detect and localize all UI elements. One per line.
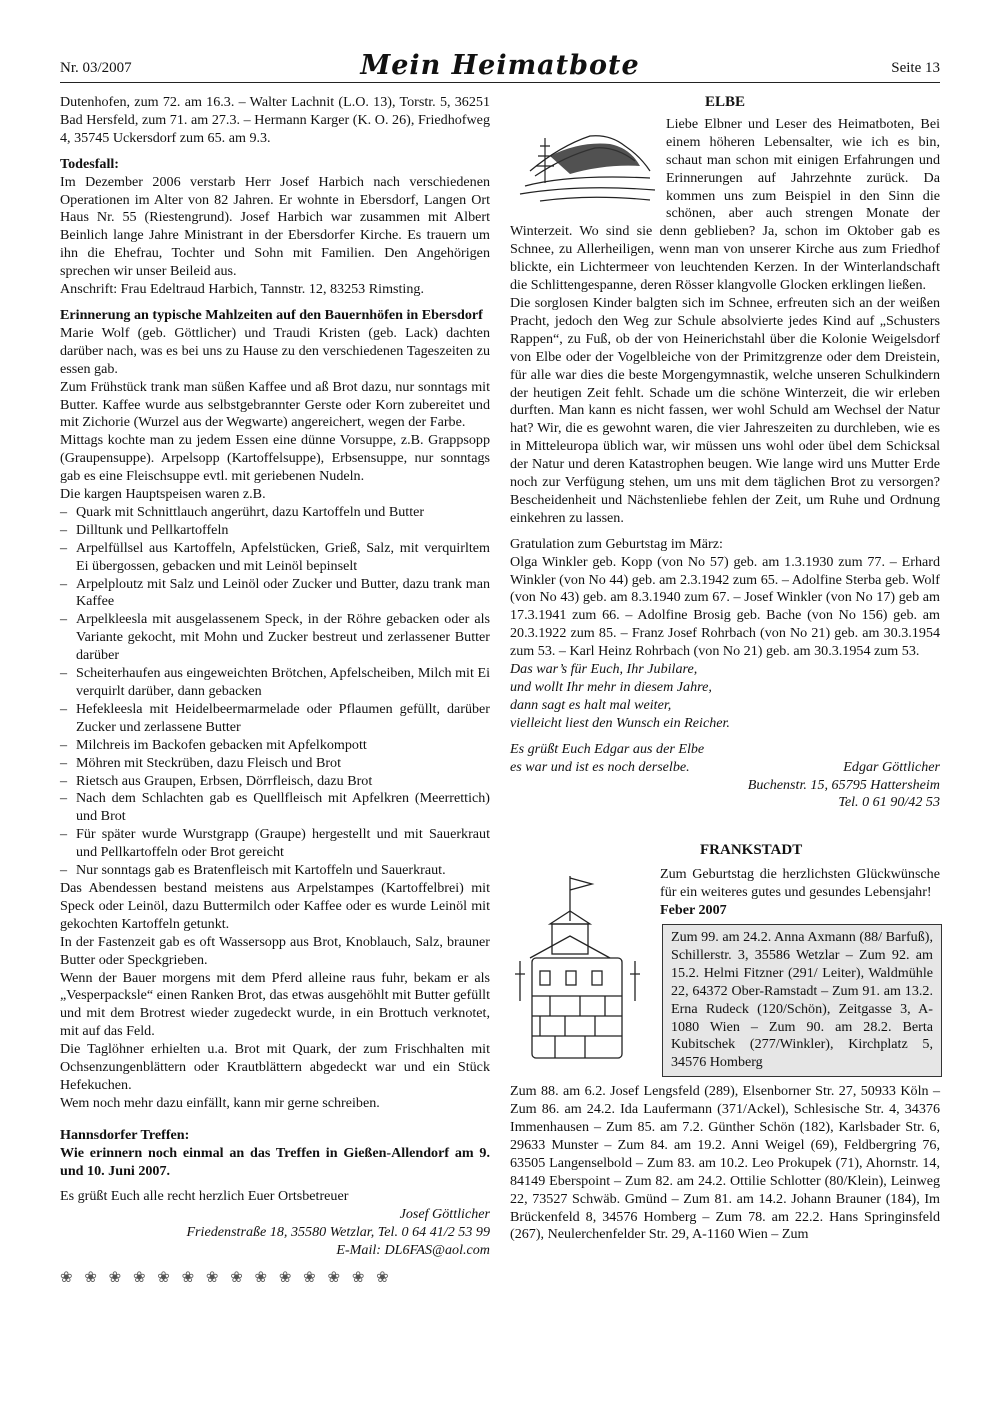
closing-line-1: Es grüßt Euch Edgar aus der Elbe <box>510 740 705 757</box>
meeting-title: Hannsdorfer Treffen: <box>60 1126 190 1143</box>
meals-p3: Mittags kochte man zu jedem Essen eine dünne Vorsuppe, z.B. Grappsopp (Graupensuppe). Arpelsopp (Kartoffelsuppe), Erbsensuppe, nur sonntags gab es eine Fleischsuppe evtl. mit geriebenen Nudeln. <box>60 432 490 485</box>
highlighted-birthdays-box <box>662 924 942 1077</box>
meals-p1: Marie Wolf (geb. Göttlicher) und Traudi Kristen (geb. Lack) dachten darüber nach, was es bei uns zu Hause zu den verschiedenen Tageszeiten zu essen gab. <box>60 324 490 377</box>
frankstadt-birthdays-rest: Zum 88. am 6.2. Josef Lengsfeld (289), Elsenborner Str. 27, 50933 Köln – Zum 86. am 24.2. Ida Laufermann (371/Ackel), Schlesische Str. 4, 34376 Immenhausen – Zum 85. am 7.2. Günther Schön (182), Karlsbader Str. 6, 29633 Munster – Zum 84. am 19.2. Anni Weigel (69), Feldbergring 76, 63505 Langenselbold – Zum 83. am 10.2. Leo Prokupek (71), Ahornstr. 14, 84149 Eberspoint – Zum 82. am 24.2. Ottilie Schlotter (80/Klein), Leinweg 22, 73527 Schwäb. Gmünd – Zum 81. am 14.2. Johann Brauner (184), Im Brückenfeld 8, 34576 Homberg – Zum 78. am 22.2. Hans Springinsfeld (267), Neulerchenfelder Str. 29, A-1160 Wien – Zum <box>510 1083 940 1243</box>
list-item: – Nach dem Schlachten gab es Quellfleisch mit Apfelkren (Meerrettich) und Brot <box>60 790 490 826</box>
poem-line: und wollt Ihr mehr in diesem Jahre, <box>510 679 712 695</box>
meals-p6: In der Fastenzeit gab es oft Wassersopp aus Brot, Knoblauch, Salz, brauner Butter oder Speckgrieben. <box>60 933 490 968</box>
closing-line-2: es war und ist es noch derselbe. <box>510 758 690 775</box>
signature-address: Friedenstraße 18, 35580 Wetzlar, Tel. 0 64 41/2 53 99 <box>186 1224 490 1241</box>
death-notice-text: Im Dezember 2006 verstarb Herr Josef Harbich nach verschiedenen Operationen im Alter von 82 Jahren. Er wohnte in Ebersdorf, Langen Ort Haus Nr. 55 (Riestengrund). Josef Harbich war zusammen mit Albert Beinlich lange Jahre Ministrant in der Ebersdorfer Kirche. Es trauern um ihn die Ehefrau, Tochter und Sohn mit Familien. Den Angehörigen sprechen wir unser Beileid aus. <box>60 173 490 280</box>
castle-tower-illustration <box>510 866 656 1066</box>
death-notice-address: Anschrift: Frau Edeltraud Harbich, Tannstr. 12, 83253 Rimsting. <box>60 281 424 298</box>
list-item: – Hefekleesla mit Heidelbeermarmelade oder Pflaumen gefüllt, darüber Zucker und zerlassene Butter <box>60 701 490 737</box>
elbe-signature-name: Edgar Göttlicher <box>843 758 940 775</box>
meals-p5: Das Abendessen bestand meistens aus Arpelstampes (Kartoffelbrei) mit Speck oder Leinöl, dazu Buttermilch oder Kaffee oder es wurde Leinöl mit gekochten Kartoffeln getunkt. <box>60 879 490 932</box>
congrats-list: Olga Winkler geb. Kopp (von No 57) geb. am 1.3.1930 zum 77. – Erhard Winkler (von No 44) geb. am 2.3.1942 zum 65. – Adolfine Sterba geb. Wolf (von No 43) geb. am 8.3.1940 zum 67. – Josef Winkler (von No 17) geb am 17.3.1941 zum 66. – Adolfine Brosig geb. Bache (von No 156) geb. am 20.3.1922 zum 85. – Franz Josef Rohrbach (von No 21) geb. am 30.3.1954 zum 53. – Karl Heinz Rohrbach (von No 21) geb. am 30.3.1954 zum 53. <box>510 553 940 660</box>
signature-email: E-Mail: DL6FAS@aol.com <box>336 1242 490 1259</box>
poem-line: vielleicht liest den Wunsch ein Reicher. <box>510 714 730 731</box>
elbe-title: ELBE <box>704 94 746 110</box>
meals-p4: Die kargen Hauptspeisen waren z.B. <box>60 486 266 503</box>
page-number: Seite 13 <box>891 60 940 76</box>
meals-p2: Zum Frühstück trank man süßen Kaffee und aß Brot dazu, nur sonntags mit Butter. Kaffee wurde aus selbstgebrannter Gerste oder Korn zubereitet und mit Zichorie (Wurzel aus der Wegwarte) angereichert, wegen der Farbe. <box>60 378 490 431</box>
list-item: – Quark mit Schnittlauch angerührt, dazu Kartoffeln und Butter <box>60 504 490 522</box>
meals-p7: Wenn der Bauer morgens mit dem Pferd alleine raus fuhr, bekam er als „Vesperpacksle“ einen Ranken Brot, das etwas ausgehöhlt mit Butter gefüllt und mit dem Brotrest wieder zugedeckt wurde, in ein Brottuch verknotet, mit auf das Feld. <box>60 969 490 1040</box>
list-item: – Arpelploutz mit Salz und Leinöl oder Zucker und Butter, dazu trank man Kaffee <box>60 576 490 612</box>
list-item: – Möhren mit Steckrüben, dazu Fleisch und Brot <box>60 755 490 773</box>
list-item: – Nur sonntags gab es Bratenfleisch mit Kartoffeln und Sauerkraut. <box>60 862 490 880</box>
meals-p8: Die Taglöhner erhielten u.a. Brot mit Quark, der zum Frischhalten mit Ochsenzungenblättern oder Krautblättern abgedeckt war und ein Stück Hefekuchen. <box>60 1041 490 1093</box>
elbe-letter-p1: Liebe Elbner und Leser des Heimatboten, Bei einem höheren Lebensalter, wie ich es bin, schaut man schon mit einigen Erfahrungen und Erinnerungen auf Jahrzehnte zurück. Da kommen uns zum Beispiel in den Sinn die schönen, aber auch strengen Monate der Winterzeit. Wo sind sie denn geblieben? Ja, schon im Oktober gab es Schnee, zu Allerheiligen, wenn man von unserer Kirche aus zum Friedhof blickte, ein Lichtermeer von leuchtenden Kerzen. In der Winterlandschaft die Schlittengespanne, deren Rösser klangvolle Glocken erklingen ließen. <box>510 115 940 294</box>
poem-line: dann sagt es halt mal weiter, <box>510 696 672 713</box>
landscape-illustration <box>510 116 660 211</box>
greeting: Es grüßt Euch alle recht herzlich Euer Ortsbetreuer <box>60 1188 349 1205</box>
masthead-logo: Mein Heimatbote <box>360 50 640 81</box>
flower-ornament-row: ❀ ❀ ❀ ❀ ❀ ❀ ❀ ❀ ❀ ❀ ❀ ❀ ❀ ❀ <box>60 1270 389 1287</box>
meeting-subtitle: Wie erinnern noch einmal an das Treffen in Gießen-Allendorf am 9. und 10. Juni 2007. <box>60 1144 490 1179</box>
death-notice-title: Todesfall: <box>60 155 119 172</box>
right-column <box>510 94 940 1244</box>
list-item: – Rietsch aus Graupen, Erbsen, Dörrfleisch, dazu Brot <box>60 773 490 791</box>
left-column <box>60 94 490 1288</box>
elbe-signature-tel: Tel. 0 61 90/42 53 <box>838 794 940 811</box>
list-item: – Milchreis im Backofen gebacken mit Apfelkompott <box>60 737 490 755</box>
page-header <box>60 50 940 83</box>
frankstadt-title: FRANKSTADT <box>700 842 803 859</box>
birthday-continuation: Dutenhofen, zum 72. am 16.3. – Walter Lachnit (L.O. 13), Torstr. 5, 36251 Bad Hersfeld, zum 71. am 27.3. – Hermann Karger (K. O. 26), Friedhofweg 4, 35745 Uckersdorf zum 65. am 9.3. <box>60 94 490 146</box>
elbe-letter-p2: Die sorglosen Kinder balgten sich im Schnee, erfreuten sich an der weißen Pracht, jedoch den Weg zur Schule absolvierte jedes Kind auf „Schusters Rappen“, zu Fuß, ob der von Heinerichstahl über die Kolonie Weigelsdorf von Elbe oder der Vogelbleiche von der Primitzgrenze oder dem Dreistein, für alle war dies die beste Morgengymnastik, welche unseren Schulkindern der heutigen Zeit fehlt. Schade um die schöne Winterzeit, die wir erleben durften. Man kann es nicht fassen, wer wohl Schuld am Wechsel der Natur hat? Wir, die es gewohnt waren, die vier Jahreszeiten zu durchleben, wie es in Mitteleuropa üblich war, wir müssen uns wohl oder übel dem Schicksal der Natur und deren Katastrophen beugen. Wie lange wird uns Mutter Erde noch zur Verfügung stehen, um uns mit dem täglichen Brot zu versorgen? Bescheidenheit und Nächstenliebe fehlen der Zeit, um Ruhe und Ordnung einkehren zu lassen. <box>510 294 940 526</box>
frankstadt-month: Feber 2007 <box>660 902 727 919</box>
meals-p9: Wem noch mehr dazu einfällt, kann mir gerne schreiben. <box>60 1094 380 1111</box>
list-item: – Arpelfüllsel aus Kartoffeln, Apfelstücken, Grieß, Salz, mit verquirltem Ei übergossen, gebacken und mit Leinöl bepinselt <box>60 540 490 576</box>
list-item: – Dilltunk und Pellkartoffeln <box>60 522 490 540</box>
list-item: – Scheiterhaufen aus eingeweichten Brötchen, Apfelscheiben, Milch mit Ei verquirlt darüber, dann gebacken <box>60 665 490 701</box>
list-item: – Für später wurde Wurstgrapp (Graupe) hergestellt und mit Sauerkraut und Pellkartoffeln oder Brot gereicht <box>60 826 490 862</box>
list-item: – Arpelkleesla mit ausgelassenem Speck, in der Röhre gebacken oder als Variante gekocht, mit Mohn und Zucker bestreut und zerlassener Butter darüber <box>60 611 490 665</box>
dish-list <box>60 504 490 880</box>
poem-line: Das war’s für Euch, Ihr Jubilare, <box>510 661 698 678</box>
highlighted-birthdays-text: Zum 99. am 24.2. Anna Axmann (88/ Barfuß), Schillerstr. 3, 35586 Wetzlar – Zum 92. am 15.2. Helmi Fitzner (291/ Leiter), Waldmühle 22, 64372 Ober-Ramstadt – Zum 91. am 13.2. Erna Rudeck (120/Schön), Zeitgasse 3, A-1080 Wien – Zum 90. am 28.2. Berta Kubitschek (277/Winkler), Kirchplatz 5, 34576 Homberg <box>671 928 933 1071</box>
frankstadt-intro: Zum Geburtstag die herzlichsten Glückwünsche für ein weiteres gutes und gesundes Lebensjahr! <box>660 866 940 901</box>
congrats-title: Gratulation zum Geburtstag im März: <box>510 535 723 552</box>
signature-name: Josef Göttlicher <box>399 1206 490 1223</box>
meals-article-title: Erinnerung an typische Mahlzeiten auf den Bauernhöfen in Ebersdorf <box>60 306 483 323</box>
issue-number: Nr. 03/2007 <box>60 60 132 76</box>
elbe-signature-address: Buchenstr. 15, 65795 Hattersheim <box>747 776 940 793</box>
